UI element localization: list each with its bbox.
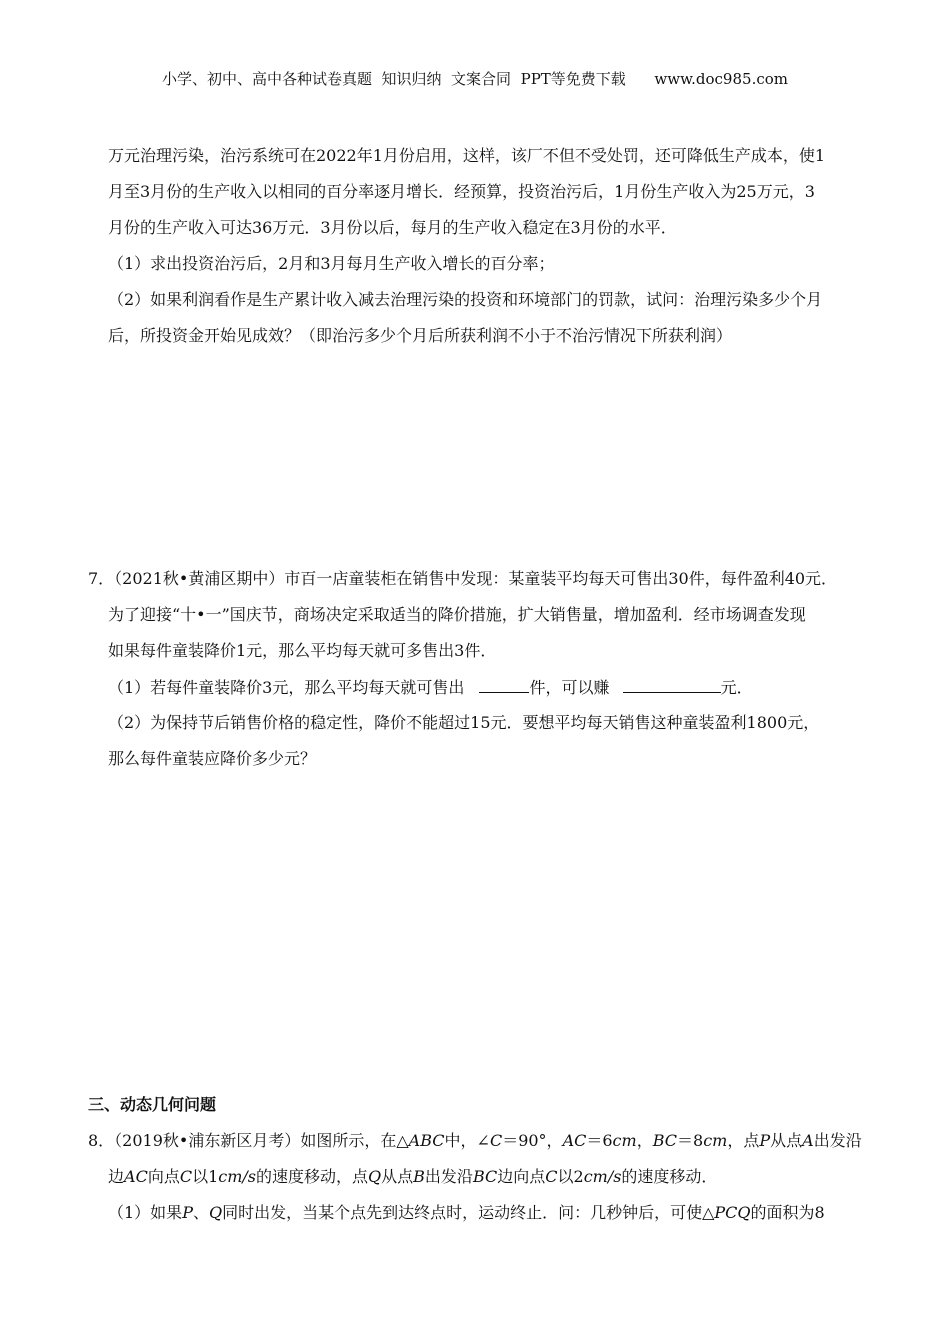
problem8-line2	[108, 1166, 717, 1188]
math-unit: cm	[703, 1131, 728, 1150]
text: 从点	[381, 1167, 414, 1186]
text: ＝8	[677, 1131, 704, 1150]
text: 以2	[557, 1167, 584, 1186]
page-header: 小学、初中、高中各种试卷真题 知识归纳 文案合同 PPT等免费下载 www.doc985.com	[161, 70, 788, 88]
math-abc: ABC	[408, 1131, 445, 1150]
text: 边向点	[497, 1167, 546, 1186]
text: 出发沿	[424, 1167, 473, 1186]
problem7-question2-line2: 那么每件童装应降价多少元？	[108, 749, 317, 768]
problem8-question1	[108, 1202, 825, 1224]
math-q: Q	[208, 1203, 223, 1222]
math-bc: BC	[652, 1131, 677, 1150]
problem6-line2: 月至3月份的生产收入以相同的百分率逐月增长．经预算，投资治污后，1月份生产收入为25万元，3	[108, 182, 815, 201]
answer-blank-profit[interactable]	[623, 676, 721, 693]
math-unit: cm	[612, 1131, 637, 1150]
text: 的速度移动．	[621, 1167, 718, 1186]
problem6-question2-line1: （2）如果利润看作是生产累计收入减去治理污染的投资和环境部门的罚款，试问：治理污染多少个月	[108, 290, 823, 309]
problem7-question2-line1: （2）为保持节后销售价格的稳定性，降价不能超过15元．要想平均每天销售这种童装盈利1800元，	[108, 713, 820, 732]
math-p: P	[182, 1203, 193, 1222]
text: （1）如果	[108, 1203, 183, 1222]
math-unit: cm/s	[218, 1167, 256, 1186]
text: 边	[108, 1167, 125, 1186]
math-ac: AC	[562, 1131, 587, 1150]
text: 向点	[147, 1167, 180, 1186]
section-title: 三、动态几何问题	[88, 1095, 217, 1114]
problem7-question1-text-b: 件，可以赚	[529, 678, 610, 697]
text: 以1	[192, 1167, 219, 1186]
problem8-line1	[88, 1130, 862, 1152]
problem7-question1	[108, 676, 753, 699]
text: 中，∠	[444, 1131, 490, 1150]
text: ＝90°，	[502, 1131, 563, 1150]
math-ac: AC	[124, 1167, 148, 1186]
problem6-question1: （1）求出投资治污后，2月和3月每月生产收入增长的百分率；	[108, 254, 555, 273]
problem6-line3: 月份的生产收入可达36万元．3月份以后，每月的生产收入稳定在3月份的水平．	[108, 218, 677, 237]
problem6-line1: 万元治理污染，治污系统可在2022年1月份启用，这样，该厂不但不受处罚，还可降低生产成本，使1	[108, 146, 826, 165]
text: ，点	[727, 1131, 760, 1150]
math-c: C	[489, 1131, 503, 1150]
math-q: Q	[368, 1167, 382, 1186]
problem7-line2: 为了迎接“十•一”国庆节，商场决定采取适当的降价措施，扩大销售量，增加盈利．经市场调查发现	[108, 605, 806, 624]
math-c: C	[545, 1167, 558, 1186]
math-bc: BC	[472, 1167, 498, 1186]
text: 同时出发，当某个点先到达终点时，运动终止．问：几秒钟后，可使△	[222, 1203, 715, 1222]
problem6-question2-line2: 后，所投资金开始见成效？（即治污多少个月后所获利润不小于不治污情况下所获利润）	[108, 326, 733, 345]
text: 出发沿	[813, 1131, 862, 1150]
text: 、	[192, 1203, 209, 1222]
math-pcq: PCQ	[714, 1203, 751, 1222]
problem7-line1: 7．（2021秋•黄浦区期中）市百一店童装柜在销售中发现：某童装平均每天可售出30件，每件盈利40元．	[88, 569, 838, 588]
math-a: A	[802, 1131, 814, 1150]
problem7-question1-text-a: （1）若每件童装降价3元，那么平均每天就可售出	[108, 678, 465, 697]
answer-blank-count[interactable]	[479, 676, 529, 693]
text: 从点	[770, 1131, 803, 1150]
text: 8．（2019秋•浦东新区月考）如图所示，在△	[88, 1131, 409, 1150]
problem7-line3: 如果每件童装降价1元，那么平均每天就可多售出3件．	[108, 641, 497, 660]
math-p: P	[759, 1131, 771, 1150]
text: ，	[636, 1131, 653, 1150]
problem7-question1-text-c: 元．	[720, 678, 753, 697]
text: 的面积为8	[750, 1203, 825, 1222]
math-c: C	[179, 1167, 193, 1186]
math-b: B	[413, 1167, 425, 1186]
text: 的速度移动，点	[256, 1167, 369, 1186]
math-unit: cm/s	[583, 1167, 622, 1186]
text: ＝6	[586, 1131, 613, 1150]
